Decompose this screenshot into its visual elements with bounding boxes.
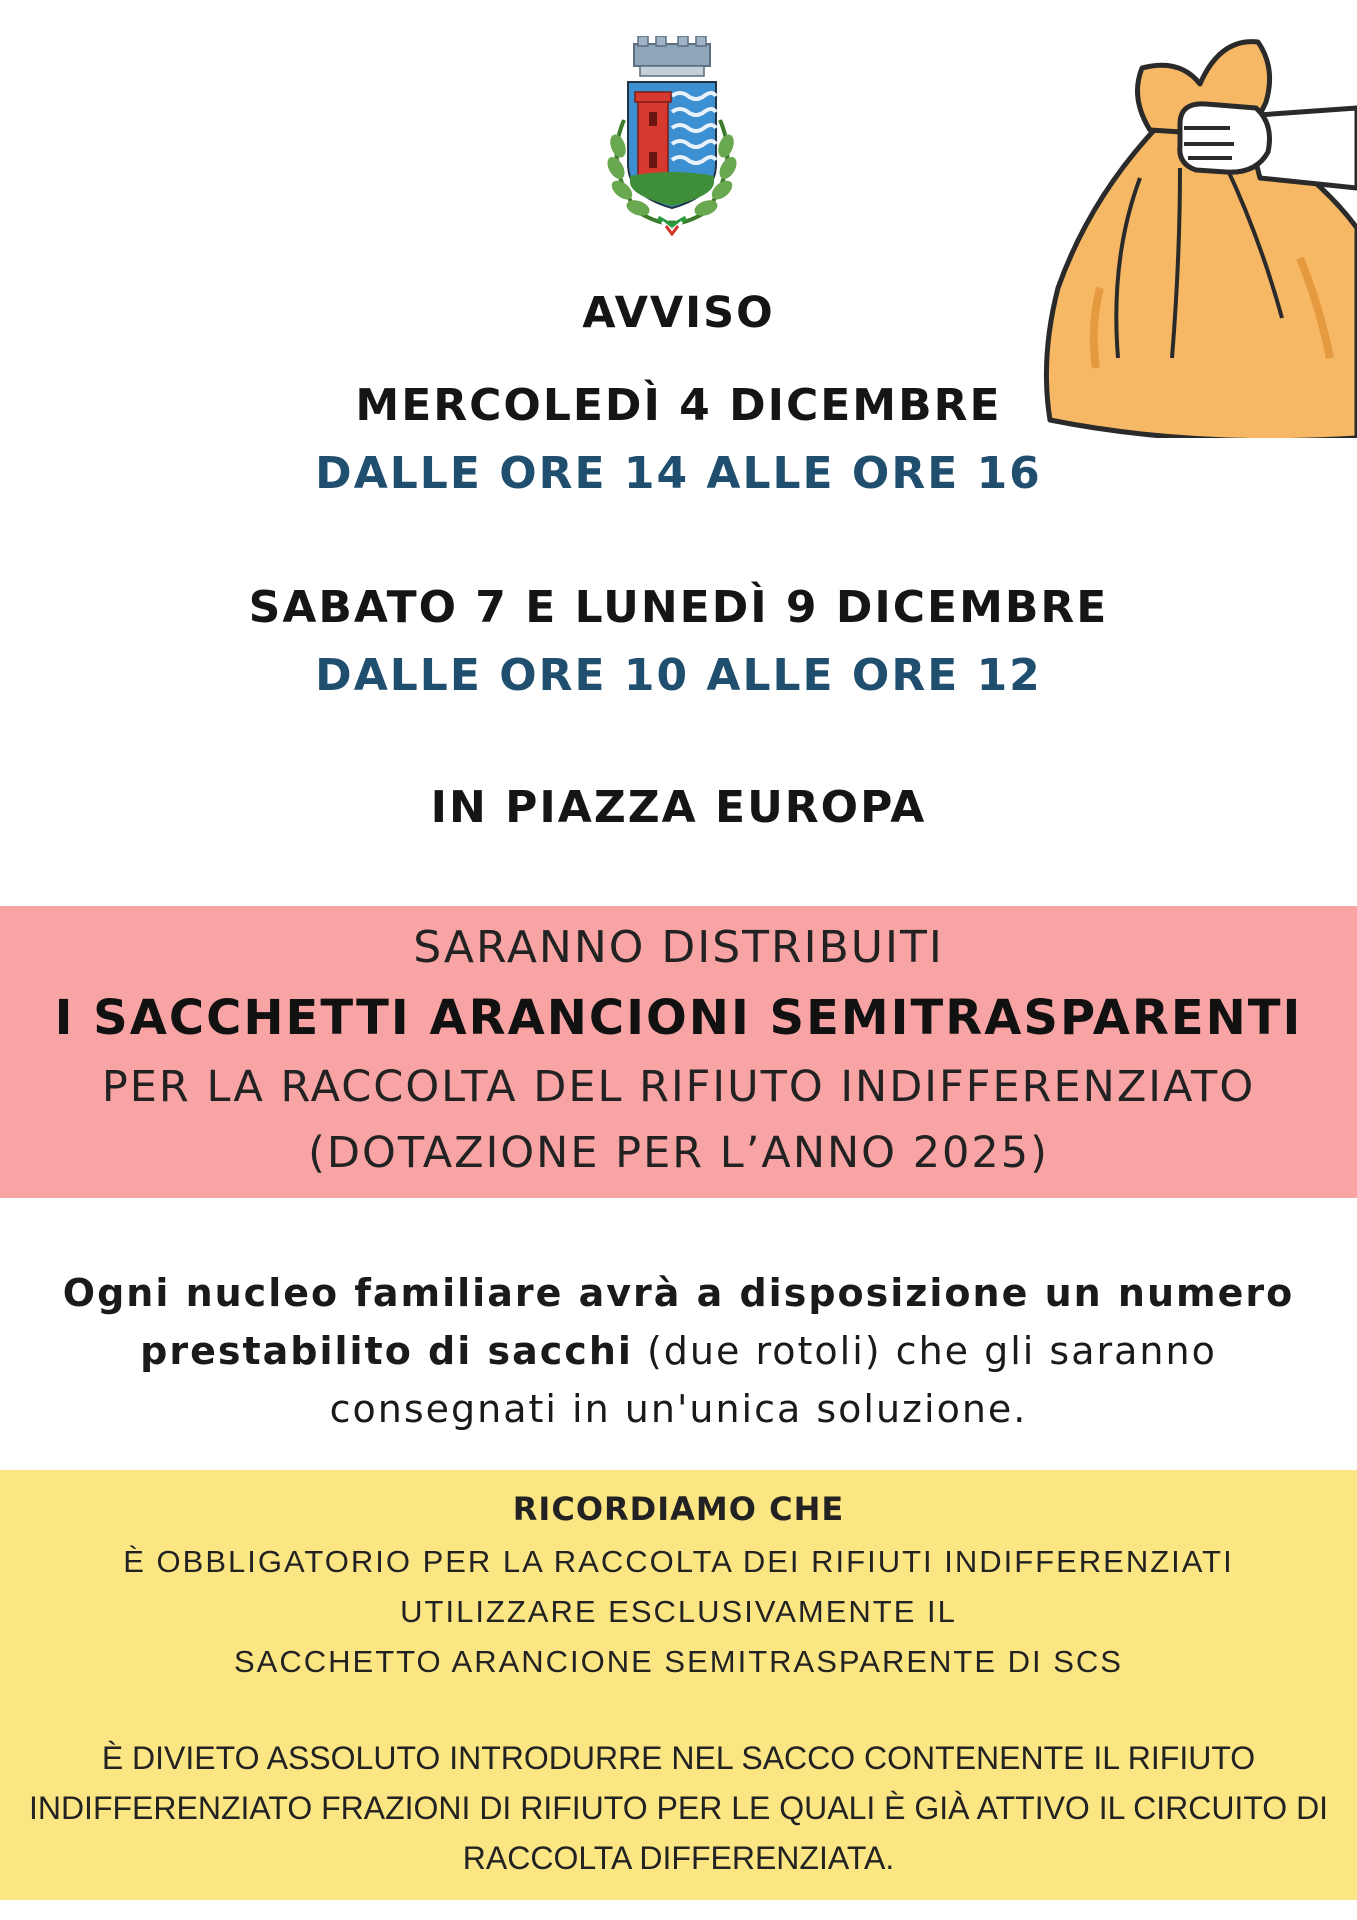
reminder-line-5: INDIFFERENZIATO FRAZIONI DI RIFIUTO PER LE QUALI È GIÀ ATTIVO IL CIRCUITO DI — [28, 1790, 1329, 1826]
reminder-line-2: UTILIZZARE ESCLUSIVAMENTE IL — [400, 1594, 957, 1629]
time-second: DALLE ORE 10 ALLE ORE 12 — [315, 650, 1042, 701]
distribution-line-2: I SACCHETTI ARANCIONI SEMITRASPARENTI — [54, 990, 1303, 1046]
household-bold-1: Ogni nucleo familiare avrà a disposizione un numero — [62, 1271, 1295, 1315]
reminder-line-1: È OBBLIGATORIO PER LA RACCOLTA DEI RIFIUTI INDIFFERENZIATI — [123, 1544, 1234, 1579]
distribution-banner — [0, 906, 1357, 1198]
reminder-line-6: RACCOLTA DIFFERENZIATA. — [462, 1840, 895, 1876]
distribution-line-3: PER LA RACCOLTA DEL RIFIUTO INDIFFERENZIATO — [101, 1062, 1256, 1112]
household-rest-2: (due rotoli) che gli saranno — [632, 1329, 1217, 1373]
household-line-3: consegnati in un'unica soluzione. — [329, 1387, 1028, 1431]
hand-holding-bag-icon — [1030, 28, 1357, 438]
coat-of-arms-icon — [598, 36, 746, 236]
distribution-line-4: (DOTAZIONE PER L’ANNO 2025) — [308, 1128, 1049, 1178]
distribution-line-1: SARANNO DISTRIBUITI — [413, 922, 944, 973]
household-bold-2: prestabilito di sacchi — [140, 1329, 633, 1373]
reminder-box — [0, 1470, 1357, 1900]
notice-title: AVVISO — [582, 288, 775, 338]
reminder-line-4: È DIVIETO ASSOLUTO INTRODURRE NEL SACCO CONTENENTE IL RIFIUTO — [101, 1740, 1256, 1776]
reminder-line-3: SACCHETTO ARANCIONE SEMITRASPARENTE DI SCS — [234, 1644, 1123, 1679]
household-paragraph — [60, 1264, 1297, 1438]
date-first: MERCOLEDÌ 4 DICEMBRE — [355, 380, 1002, 431]
date-second: SABATO 7 E LUNEDÌ 9 DICEMBRE — [248, 582, 1109, 633]
time-first: DALLE ORE 14 ALLE ORE 16 — [315, 448, 1042, 499]
reminder-heading: RICORDIAMO CHE — [512, 1490, 845, 1528]
location: IN PIAZZA EUROPA — [430, 782, 927, 833]
